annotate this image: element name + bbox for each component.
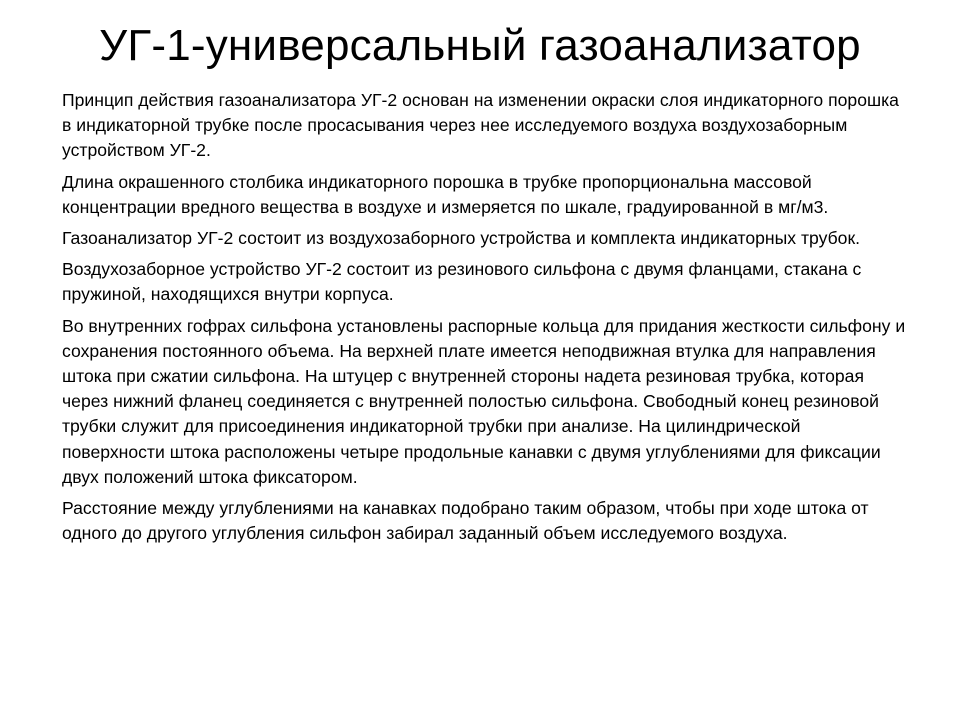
paragraph: Длина окрашенного столбика индикаторного порошка в трубке пропорциональна массовой концентрации вредного вещества в воздухе и измеряется по шкале, градуированной в мг/м3. xyxy=(62,171,829,217)
paragraph: Расстояние между углублениями на канавках подобрано таким образом, чтобы при ходе штока от одного до другого углубления сильфон забирал заданный объем исследуемого воздуха. xyxy=(62,498,869,544)
paragraph: Принцип действия газоанализатора УГ-2 основан на изменении окраски слоя индикаторного порошка в индикаторной трубке после просасывания через нее исследуемого воздуха воздухозаборным устройством УГ-2. xyxy=(62,90,899,161)
paragraph: Во внутренних гофрах сильфона установлены распорные кольца для придания жесткости сильфону и сохранения постоянного объема. На верхней плате имеется неподвижная втулка для направления штока при сжатии сильфона. На штуцер с внутренней стороны надета резиновая трубка, которая через нижний фланец соединяется с внутренней полостью сильфона. Свободный конец резиновой трубки служит для присоединения индикаторной трубки при анализе. На цилиндрической поверхности штока расположены четыре продольные канавки с двумя углублениями для фиксации двух положений штока фиксатором. xyxy=(62,315,906,487)
paragraph: Воздухозаборное устройство УГ-2 состоит из резинового сильфона с двумя фланцами, стакана с пружиной, находящихся внутри корпуса. xyxy=(62,259,862,305)
slide-body xyxy=(62,88,907,552)
slide-title: УГ-1-универсальный газоанализатор xyxy=(99,21,861,70)
paragraph: Газоанализатор УГ-2 состоит из воздухозаборного устройства и комплекта индикаторных трубок. xyxy=(62,228,861,249)
